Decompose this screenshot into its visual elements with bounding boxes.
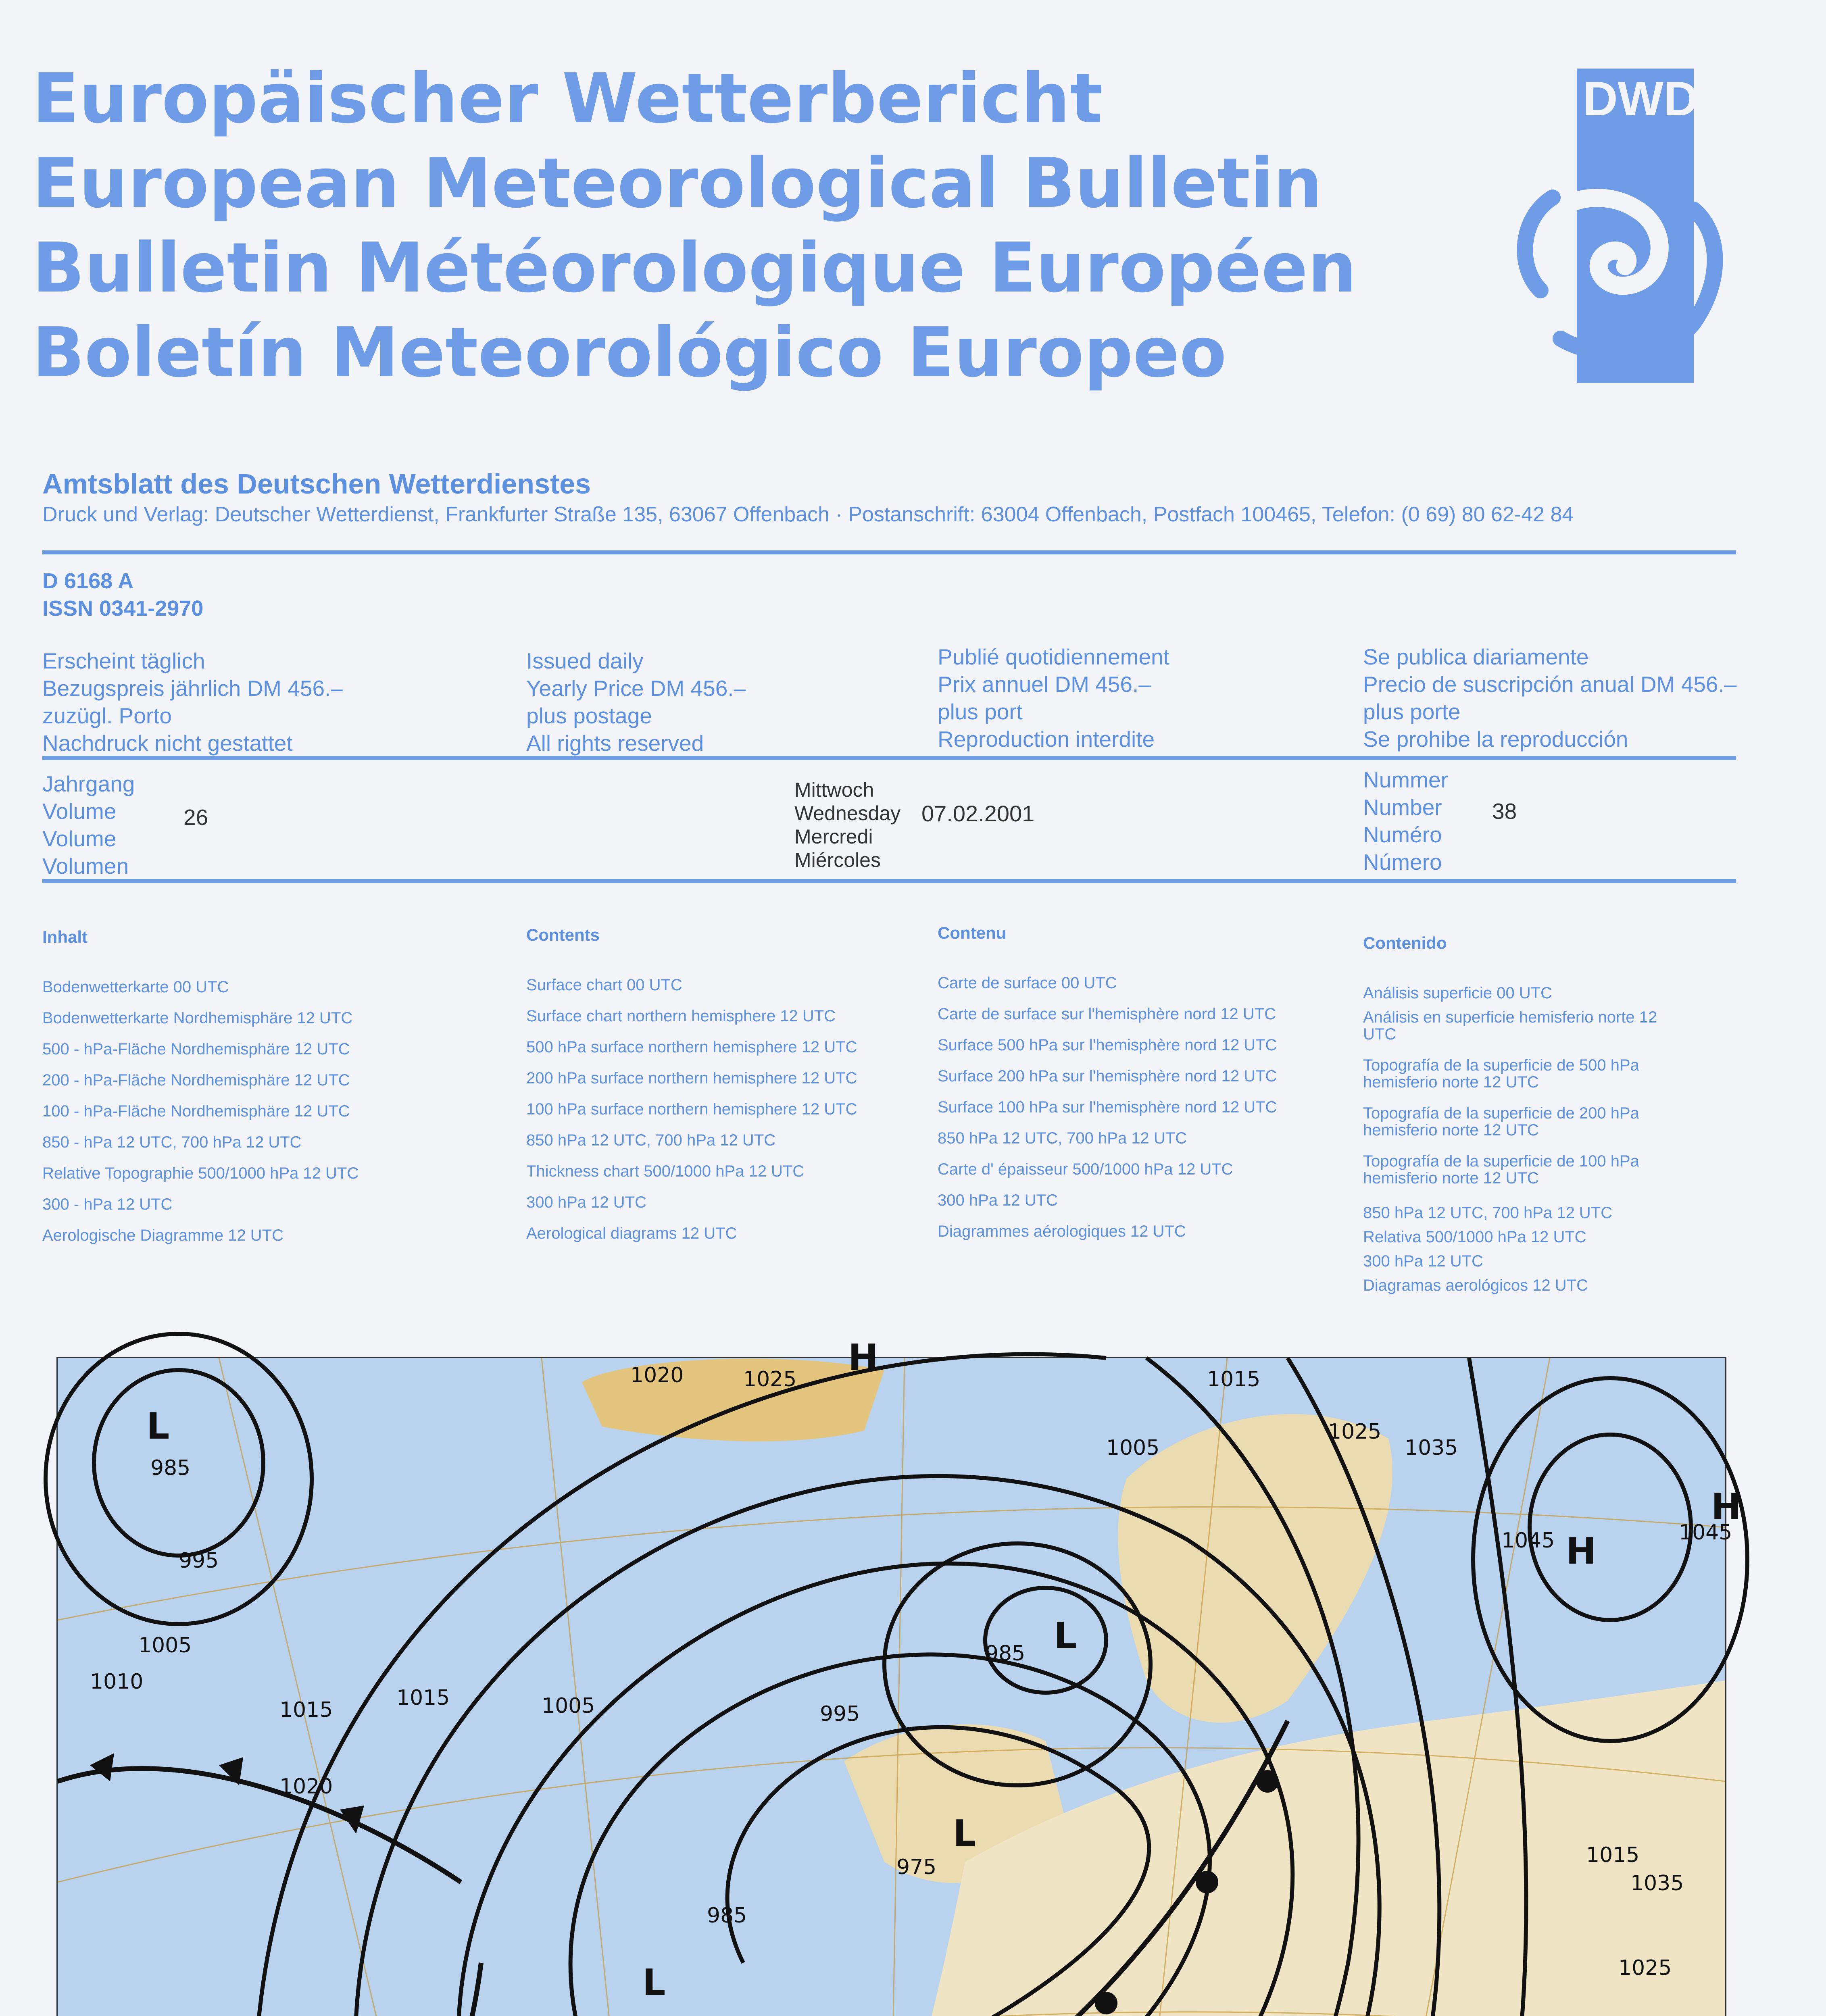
info-line: Publié quotidiennement bbox=[938, 644, 1169, 669]
contents-item: Análisis en superficie hemisferio norte 12 UTC bbox=[1363, 1008, 1657, 1043]
isobar-label: 1010 bbox=[90, 1670, 144, 1694]
day-label: Wednesday bbox=[794, 802, 901, 825]
isobar-label: 1015 bbox=[279, 1698, 333, 1722]
contents-spanish bbox=[1363, 927, 1670, 1297]
contents-item: Topografía de la superficie de 100 hPa hemisferio norte 12 UTC bbox=[1363, 1152, 1639, 1187]
isobar-label: 1015 bbox=[1586, 1843, 1640, 1867]
divider bbox=[42, 550, 1736, 554]
number-label: Number bbox=[1363, 795, 1442, 820]
contents-item: Thickness chart 500/1000 hPa 12 UTC bbox=[526, 1162, 805, 1180]
dwd-logo bbox=[1480, 65, 1738, 395]
volume-label: Volume bbox=[42, 826, 117, 851]
info-line: Se prohibe la reproducción bbox=[1363, 727, 1628, 752]
title-german: Europäischer Wetterbericht bbox=[32, 59, 1103, 139]
surface-weather-map bbox=[56, 1337, 1742, 2016]
day-label: Mercredi bbox=[794, 825, 873, 848]
contents-item: 500 hPa surface northern hemisphere 12 UTC bbox=[526, 1038, 857, 1056]
isobar-label: 1005 bbox=[542, 1694, 595, 1718]
contents-english bbox=[526, 919, 857, 1249]
contents-item: Carte de surface 00 UTC bbox=[938, 974, 1117, 992]
contents-item: 850 - hPa 12 UTC, 700 hPa 12 UTC bbox=[42, 1133, 302, 1151]
dwd-logo-text: DWD bbox=[1583, 72, 1699, 126]
info-line: plus porte bbox=[1363, 699, 1461, 724]
d-number: D 6168 A bbox=[42, 569, 134, 593]
contents-item: 100 hPa surface northern hemisphere 12 UTC bbox=[526, 1100, 857, 1118]
publisher-name: Amtsblatt des Deutschen Wetterdienstes bbox=[42, 468, 591, 500]
low-pressure-center: L bbox=[1054, 1615, 1077, 1657]
contents-item: 850 hPa 12 UTC, 700 hPa 12 UTC bbox=[526, 1131, 776, 1149]
contents-item: Diagramas aerológicos 12 UTC bbox=[1363, 1277, 1588, 1294]
isobar-label: 985 bbox=[707, 1904, 747, 1928]
contents-french bbox=[938, 917, 1277, 1247]
high-pressure-center: H bbox=[1711, 1486, 1742, 1528]
weather-map-drawing bbox=[58, 1337, 1742, 2016]
contents-item: 300 hPa 12 UTC bbox=[1363, 1252, 1483, 1270]
contents-item: Surface 100 hPa sur l'hemisphère nord 12 UTC bbox=[938, 1098, 1277, 1116]
info-line: Nachdruck nicht gestattet bbox=[42, 731, 293, 756]
title-spanish: Boletín Meteorológico Europeo bbox=[32, 313, 1227, 393]
contents-item: Topografía de la superficie de 200 hPa hemisferio norte 12 UTC bbox=[1363, 1104, 1639, 1139]
title-french: Bulletin Météorologique Européen bbox=[32, 228, 1357, 308]
low-pressure-center: L bbox=[642, 1962, 666, 2004]
contents-item: 850 hPa 12 UTC, 700 hPa 12 UTC bbox=[1363, 1204, 1613, 1222]
info-line: Se publica diariamente bbox=[1363, 644, 1589, 669]
day-label: Miércoles bbox=[794, 849, 881, 871]
isobar-label: 1045 bbox=[1679, 1520, 1732, 1545]
day-label: Mittwoch bbox=[794, 779, 874, 801]
contents-item: Bodenwetterkarte 00 UTC bbox=[42, 978, 229, 996]
contents-item: 300 - hPa 12 UTC bbox=[42, 1195, 173, 1213]
low-pressure-center: L bbox=[146, 1405, 170, 1447]
info-column-german bbox=[42, 647, 343, 757]
contents-item: 300 hPa 12 UTC bbox=[938, 1191, 1058, 1209]
isobar-label: 1025 bbox=[1328, 1420, 1382, 1444]
contents-item: 200 hPa surface northern hemisphere 12 UTC bbox=[526, 1069, 857, 1087]
number-label: Nummer bbox=[1363, 767, 1448, 792]
high-pressure-center: H bbox=[848, 1337, 879, 1379]
day-labels bbox=[794, 778, 900, 872]
contents-heading: Contenido bbox=[1363, 933, 1447, 952]
contents-item: Surface 500 hPa sur l'hemisphère nord 12 UTC bbox=[938, 1036, 1277, 1054]
contents-heading: Contents bbox=[526, 925, 600, 944]
contents-item: Aerological diagrams 12 UTC bbox=[526, 1225, 737, 1242]
contents-item: Bodenwetterkarte Nordhemisphäre 12 UTC bbox=[42, 1009, 353, 1027]
volume-value: 26 bbox=[183, 805, 208, 830]
isobar-label: 1005 bbox=[138, 1633, 192, 1658]
contents-item: Carte d' épaisseur 500/1000 hPa 12 UTC bbox=[938, 1160, 1233, 1178]
info-column-french bbox=[938, 643, 1169, 753]
volume-label: Volumen bbox=[42, 854, 129, 879]
volume-label: Jahrgang bbox=[42, 771, 135, 796]
isobar-label: 1020 bbox=[630, 1363, 684, 1387]
contents-item: Surface chart northern hemisphere 12 UTC bbox=[526, 1007, 836, 1025]
isobar-label: 1025 bbox=[1618, 1956, 1672, 1980]
publisher-address: Druck und Verlag: Deutscher Wetterdienst, Frankfurter Straße 135, 63067 Offenbach · Postanschrift: 63004 Offenbach, Postfach 100465, Telefon: (0 69) 80 62-42 84 bbox=[42, 503, 1574, 526]
info-line: zuzügl. Porto bbox=[42, 703, 172, 728]
volume-label: Volume bbox=[42, 799, 117, 824]
number-label: Número bbox=[1363, 850, 1442, 875]
contents-item: 100 - hPa-Fläche Nordhemisphäre 12 UTC bbox=[42, 1102, 350, 1120]
isobar-label: 1035 bbox=[1630, 1871, 1684, 1895]
info-line: Prix annuel DM 456.– bbox=[938, 672, 1151, 697]
info-line: Yearly Price DM 456.– bbox=[526, 676, 746, 701]
info-column-spanish bbox=[1363, 643, 1736, 753]
issue-date: 07.02.2001 bbox=[921, 801, 1035, 826]
scandinavia-landmass bbox=[1118, 1414, 1392, 1722]
info-column-english bbox=[526, 647, 746, 757]
isobar-label: 975 bbox=[896, 1855, 937, 1879]
contents-item: 200 - hPa-Fläche Nordhemisphäre 12 UTC bbox=[42, 1071, 350, 1089]
info-line: Precio de suscripción anual DM 456.– bbox=[1363, 672, 1737, 697]
contents-item: 300 hPa 12 UTC bbox=[526, 1193, 646, 1211]
contents-item: Diagrammes aérologiques 12 UTC bbox=[938, 1223, 1186, 1240]
info-line: Issued daily bbox=[526, 648, 644, 673]
info-line: plus postage bbox=[526, 703, 652, 728]
contents-item: Análisis superficie 00 UTC bbox=[1363, 984, 1553, 1002]
isobar-label: 1025 bbox=[743, 1367, 797, 1391]
contents-item: Aerologische Diagramme 12 UTC bbox=[42, 1227, 284, 1244]
contents-item: 850 hPa 12 UTC, 700 hPa 12 UTC bbox=[938, 1129, 1187, 1147]
volume-labels bbox=[42, 770, 135, 880]
info-line: Erscheint täglich bbox=[42, 648, 205, 673]
contents-item: Surface 200 hPa sur l'hemisphère nord 12 UTC bbox=[938, 1067, 1277, 1085]
contents-heading: Inhalt bbox=[42, 927, 88, 946]
isobar-label: 1020 bbox=[279, 1774, 333, 1799]
isobar-label: 1035 bbox=[1405, 1436, 1458, 1460]
issn: ISSN 0341-2970 bbox=[42, 596, 204, 621]
info-line: Reproduction interdite bbox=[938, 727, 1155, 752]
low-pressure-center: L bbox=[953, 1812, 976, 1855]
contents-item: 500 - hPa-Fläche Nordhemisphäre 12 UTC bbox=[42, 1040, 350, 1058]
contents-item: Relativa 500/1000 hPa 12 UTC bbox=[1363, 1228, 1586, 1246]
number-label: Numéro bbox=[1363, 822, 1442, 847]
issue-number: 38 bbox=[1492, 799, 1517, 824]
isobar-label: 995 bbox=[820, 1702, 860, 1726]
isobar-label: 1045 bbox=[1501, 1529, 1555, 1553]
contents-item: Topografía de la superficie de 500 hPa hemisferio norte 12 UTC bbox=[1363, 1056, 1639, 1091]
isobar-label: 1005 bbox=[1106, 1436, 1160, 1460]
contents-item: Surface chart 00 UTC bbox=[526, 976, 682, 994]
contents-heading: Contenu bbox=[938, 923, 1007, 942]
isobar-label: 1015 bbox=[396, 1686, 450, 1710]
isobar-label: 995 bbox=[179, 1549, 219, 1573]
divider bbox=[42, 879, 1736, 883]
isobar-label: 1015 bbox=[1207, 1367, 1261, 1391]
number-labels bbox=[1363, 766, 1448, 876]
info-line: Bezugspreis jährlich DM 456.– bbox=[42, 676, 343, 701]
contents-item: Relative Topographie 500/1000 hPa 12 UTC bbox=[42, 1164, 359, 1182]
info-line: plus port bbox=[938, 699, 1023, 724]
info-line: All rights reserved bbox=[526, 731, 704, 756]
isobar-label: 985 bbox=[985, 1641, 1026, 1666]
title-english: European Meteorological Bulletin bbox=[32, 144, 1323, 223]
greenland-landmass bbox=[582, 1359, 884, 1441]
contents-item: Carte de surface sur l'hemisphère nord 12 UTC bbox=[938, 1005, 1276, 1023]
high-pressure-center: H bbox=[1566, 1530, 1597, 1572]
divider bbox=[42, 756, 1736, 760]
contents-german bbox=[42, 921, 359, 1251]
isobar-label: 985 bbox=[150, 1456, 191, 1480]
